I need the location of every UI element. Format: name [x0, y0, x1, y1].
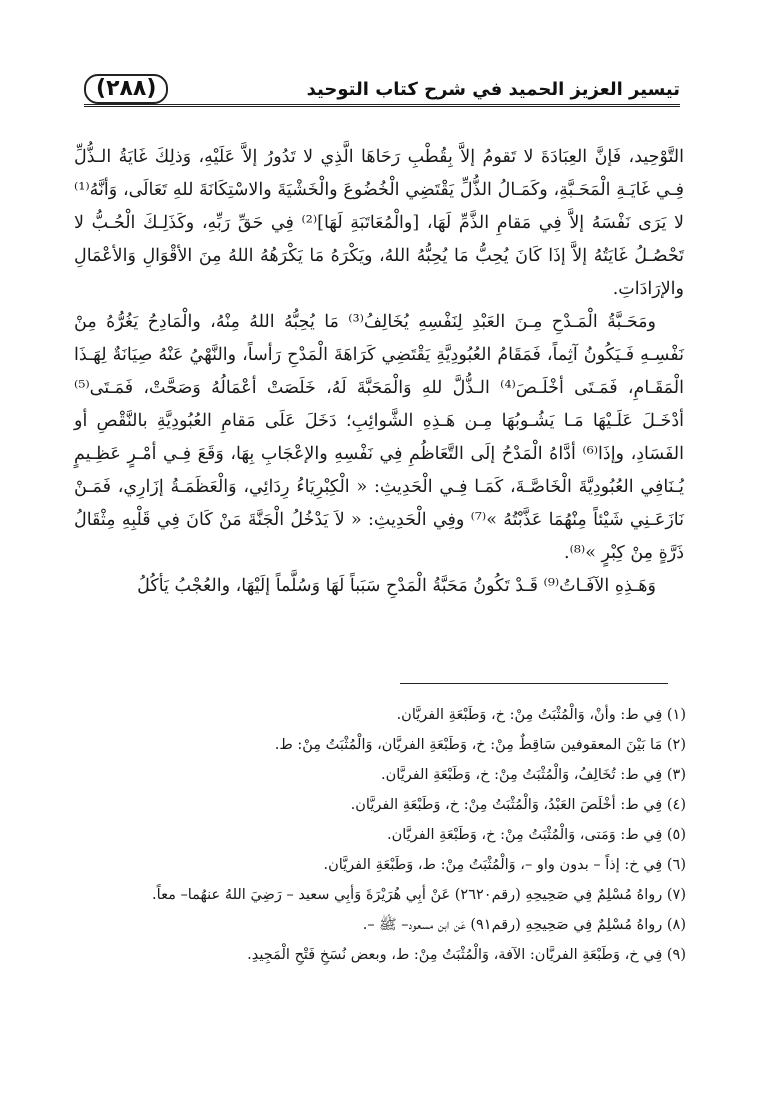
paragraph-1: التَّوْحِيد، فَإنَّ العِبَادَةَ لا تَقومُ إلاَّ بِقُطْبِ رَحَاهَا الَّذِي لا تَدُورُ إلاَّ عَلَيْهِ، وَذلِكَ غَايَةُ الـذُّلِّ فِـي غَايَـةِ الْمَحَـبَّةِ، وكَمَـالُ الذُّلِّ يَقْتَضِي الْخُضُوعَ والْخَشْيَةَ والاسْتِكَانَةَ للهِ تَعَالَى، وَأنَّهُ⁽¹⁾ لا يَرَى نَفْسَهُ إلاَّ فِي مَقامِ الذَّمِّ لَهَا، [والْمُعَاتَبَةِ لَهَا]⁽²⁾ فِي حَقِّ رَبِّهِ، وكَذَلِـكَ الْحُـبُّ لا تَحْصُـلُ غَايَتُهُ إلاَّ إذَا كَانَ يُحِبُّ مَا يُحِبُّهُ اللهُ، ويَكْرَهُ مَا يَكْرَهُهُ اللهُ مِنَ الأقْوَالِ وَالأعْمَالِ والإرَادَاتِ.	[74, 147, 684, 299]
footnote-separator	[400, 683, 668, 684]
footnote-text: فِي ط: وأنْ، وَالْمُثْبَتُ مِنْ: خ، وَطَبْعَةِ الفريَّان.	[396, 707, 663, 723]
footnote-text: فِي خ: إذاً – بدون واو –، وَالْمُثْبَتُ مِنْ: ط، وَطَبْعَةِ الفريَّان.	[323, 857, 663, 873]
main-text	[74, 141, 684, 603]
footnote-number: (٧)	[666, 887, 686, 903]
footnote-text: فِي خ، وَطَبْعَةِ الفريَّان: الآفة، وَالْمُثْبَتُ مِنْ: ط، وبعض نُسَخِ فَتْحِ الْمَجِيدِ.	[247, 947, 663, 963]
footnote-text: رواهُ مُسْلِمٌ فِي صَحِيحِهِ (رقم٢٦٢٠) عَنْ أبِي هُرَيْرَةَ وَأبِي سعيد – رَضِيَ اللهُ عنهُما– معاً.	[152, 887, 663, 903]
footnote-number: (٣)	[666, 767, 686, 783]
page-number: ٢٨٨	[106, 76, 147, 101]
footnote-7	[120, 880, 686, 910]
footnote-number: (٨)	[666, 917, 686, 933]
page-number-paren-close: )	[96, 76, 107, 101]
footnote-number: (٦)	[666, 857, 686, 873]
footnote-text: فِي ط: أخْلَصَ العَبْدُ، وَالْمُثْبَتُ مِنْ: خ، وَطَبْعَةِ الفريَّان.	[350, 797, 663, 813]
footnote-3	[120, 760, 686, 790]
footnote-number: (٤)	[666, 797, 686, 813]
paragraph-3: وَهَـذِهِ الآفَـاتُ⁽⁹⁾ قَـدْ تَكُونُ مَحَبَّةُ الْمَدْحِ سَبَباً لَهَا وَسُلَّماً إلَيْهَا، والعُجْبُ يَأكُلُ	[137, 576, 656, 596]
header-rule	[84, 104, 680, 107]
footnote-text: رواهُ مُسْلِمٌ فِي صَحِيحِهِ (رقم٩١) عَن ابن مسعود– ﷺ –.	[362, 917, 663, 933]
page-number-paren-open: (	[146, 76, 157, 101]
footnote-number: (٩)	[666, 947, 686, 963]
footnote-9	[120, 940, 686, 970]
footnote-number: (١)	[666, 707, 686, 723]
page-header	[84, 72, 680, 106]
paragraph-2: ومَحَـبَّةُ الْمَـدْحِ مِـنَ العَبْدِ لِنَفْسِهِ يُخَالِفُ⁽³⁾ مَا يُحِبُّهُ اللهُ مِنْهُ، والْمَادِحُ يَغُرُّهُ مِنْ نَفْسِـهِ فَـيَكُونُ آثِماً، فَمَقَامُ العُبُودِيَّةِ يَقْتَضِي كَرَاهَةَ الْمَدْحِ رَأساً، والنَّهْيُ عَنْهُ صِيَانَةٌ لِهَـذَا الْمَقَـامِ، فَمَـتَى أخْلَـصَ⁽⁴⁾ الـذُّلَّ للهِ وَالْمَحَبَّةَ لَهُ، خَلَصَتْ أعْمَالُهُ وَصَحَّتْ، فَمَـتَى⁽⁵⁾ أدْخَـلَ عَلَـيْهَا مَـا يَشُـوبُهَا مِـن هَـذِهِ الشَّوائِبِ؛ دَخَلَ عَلَى مَقامِ العُبُودِيَّةِ بالنَّقْصِ أو الفَسَادِ، وإذَا⁽⁶⁾ أدَّاهُ الْمَدْحُ إلَى التَّعَاظُمِ فِي نَفْسِهِ والإعْجَابِ بِهَا، وَقَعَ فِـي أمْـرٍ عَظِـيمٍ يُـنَافِي العُبُودِيَّةَ الْخَاصَّـةَ، كَمَـا فِـي الْحَدِيثِ: « الْكِبْرِيَاءُ رِدَائِي، وَالْعَظَمَـةُ إزَارِي، فَمَـنْ نَازَعَـنِي شَيْئاً مِنْهُمَا عَذَّبْتُهُ »⁽⁷⁾ وفِي الْحَدِيثِ: « لاَ يَدْخُلُ الْجَنَّةَ مَنْ كَانَ فِي قَلْبِهِ مِثْقَالُ ذَرَّةٍ مِنْ كِبْرٍ »⁽⁸⁾.	[74, 312, 685, 563]
footnote-8	[120, 910, 686, 940]
footnote-number: (٢)	[666, 737, 686, 753]
footnote-number: (٥)	[666, 827, 686, 843]
footnotes	[120, 700, 686, 970]
footnote-text: فِي ط: وَمَتى، وَالْمُثْبَتُ مِنْ: خ، وَطَبْعَةِ الفريَّان.	[387, 827, 663, 843]
running-title: تيسير العزيز الحميد في شرح كتاب التوحيد	[306, 78, 680, 100]
page-number-badge	[84, 74, 168, 104]
footnote-text: مَا بَيْنَ المعقوفين سَاقِطٌ مِنْ: خ، وَطَبْعَةِ الفريَّان، وَالْمُثْبَتُ مِنْ: ط.	[274, 737, 663, 753]
footnote-2	[120, 730, 686, 760]
footnote-4	[120, 790, 686, 820]
footnote-6	[120, 850, 686, 880]
footnote-text: فِي ط: تُخَالِفُ، وَالْمُثْبَتُ مِنْ: خ، وَطَبْعَةِ الفريَّان.	[381, 767, 663, 783]
footnote-1	[120, 700, 686, 730]
footnote-5	[120, 820, 686, 850]
